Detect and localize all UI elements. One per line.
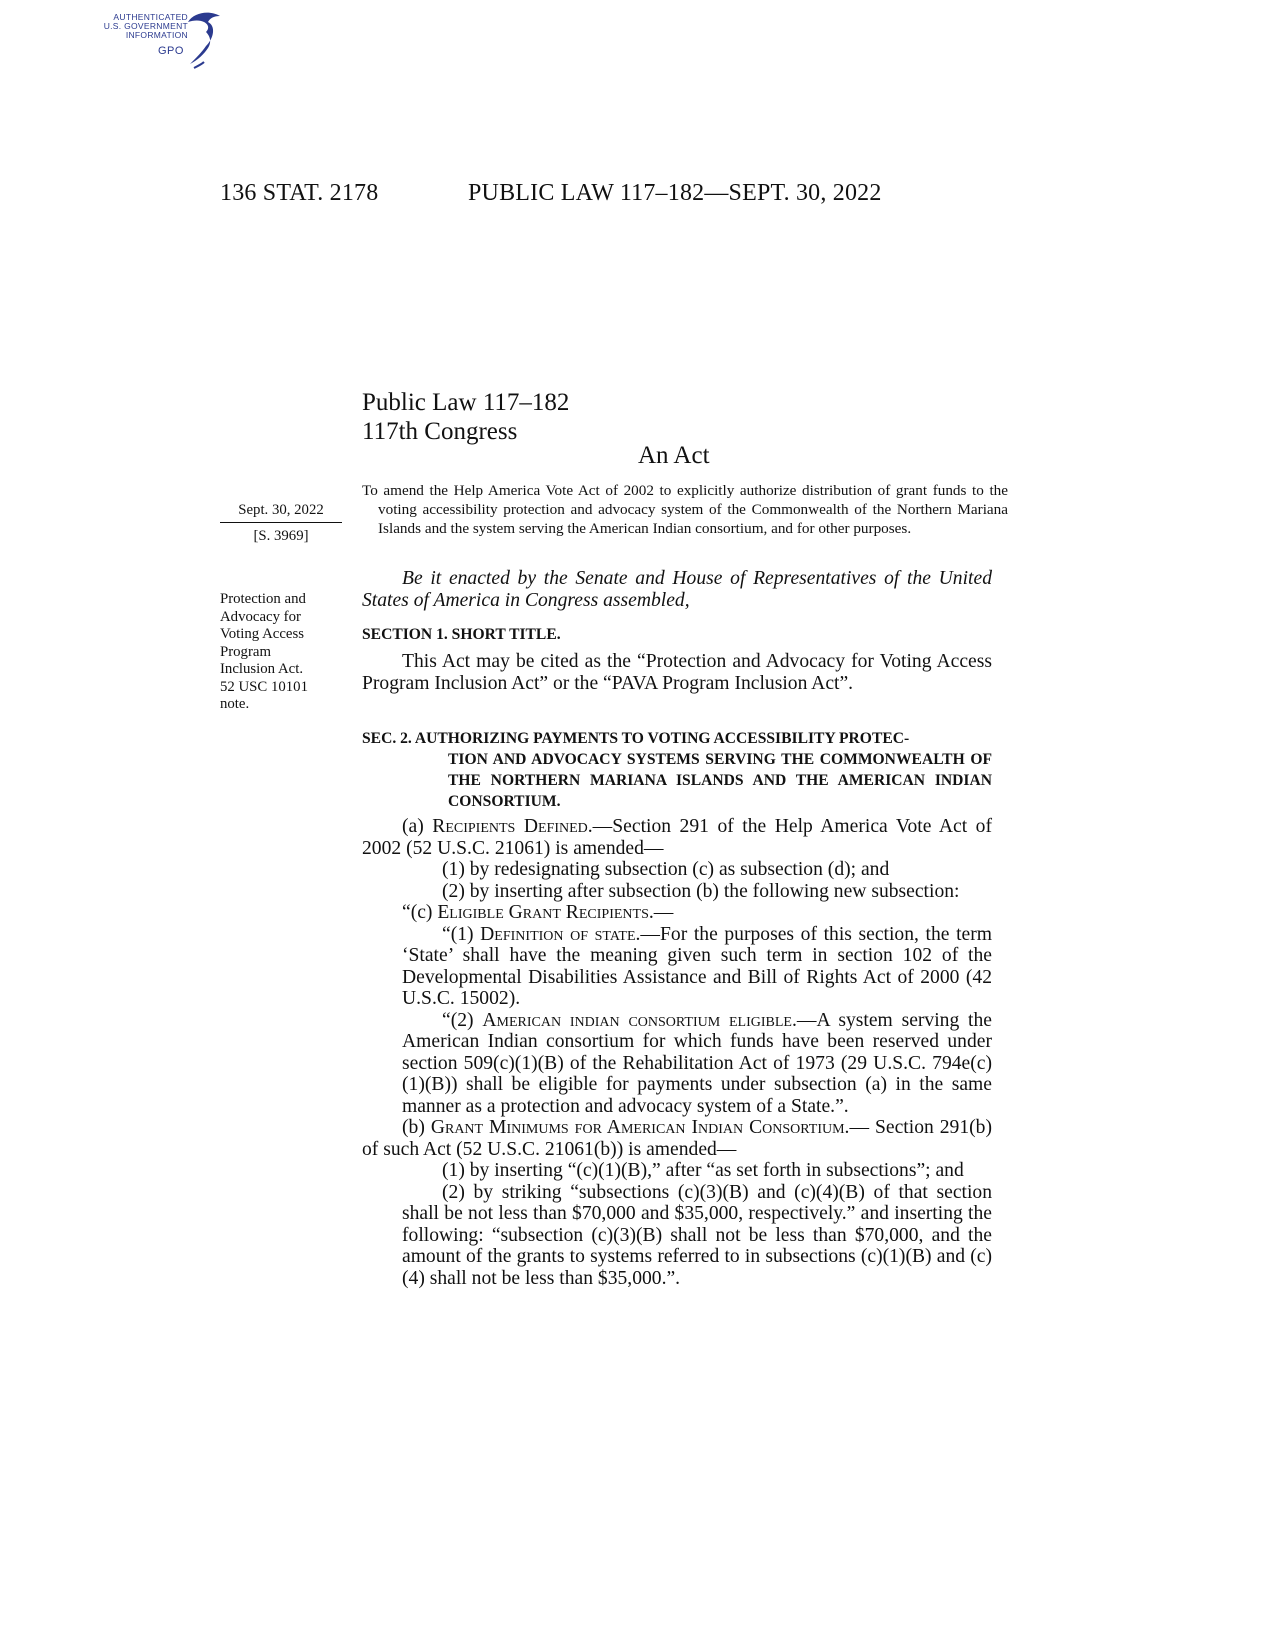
margin-note-line: Program bbox=[220, 643, 271, 660]
approval-date: Sept. 30, 2022 bbox=[238, 502, 324, 518]
gpo-authentication-seal bbox=[96, 10, 226, 72]
margin-note-line: Voting Access bbox=[220, 626, 304, 642]
quoted-subsection-c bbox=[362, 902, 992, 924]
an-act-heading: An Act bbox=[638, 442, 710, 469]
quoted-c2-label: “(2) bbox=[442, 1009, 483, 1031]
quoted-c-label: “(c) bbox=[402, 902, 438, 923]
subsection-a-label: (a) bbox=[402, 816, 433, 837]
margin-note-line: Protection and bbox=[220, 591, 306, 607]
quoted-c1-text: .—For the purposes of this section, the term ‘State’ shall have the meaning given such term in section 102 of the Developmental Disabilities Assistance and Bill of Rights Act of 2000 (42 U.S.C. 15002). bbox=[402, 923, 992, 1009]
running-head-stat: 136 STAT. 2178 bbox=[220, 180, 379, 206]
subsection-a-text: .—Section 291 of the Help America Vote Act of 2002 (52 U.S.C. 21061) is amended— bbox=[362, 816, 992, 859]
quoted-c1-label: “(1) bbox=[442, 923, 481, 945]
subsection-b-label: (b) bbox=[402, 1117, 431, 1138]
subsection-a bbox=[362, 816, 992, 859]
quoted-c1-caption: Definition of state bbox=[480, 923, 636, 945]
subsection-b-caption: Grant Minimums for American Indian Consortium bbox=[430, 1117, 845, 1138]
bill-number: [S. 3969] bbox=[253, 528, 309, 544]
subsection-b-text: .— Section 291(b) of such Act (52 U.S.C. 21061(b)) is amended— bbox=[362, 1117, 992, 1160]
paragraph-b1: (1) by inserting “(c)(1)(B),” after “as set forth in subsections”; and bbox=[442, 1160, 964, 1181]
paragraph-a2: (2) by inserting after subsection (b) the following new subsection: bbox=[442, 880, 960, 902]
margin-note bbox=[220, 591, 338, 714]
quoted-c-caption: Eligible Grant Recipients bbox=[437, 902, 649, 923]
authentication-text bbox=[96, 13, 188, 40]
margin-date-block bbox=[220, 500, 342, 546]
purpose-clause: To amend the Help America Vote Act of 2002 to explicitly authorize distribution of grant funds to the voting accessibility protection and advocacy system of the Commonwealth of the Northern Mariana Islands and the system serving the American Indian consortium, and for other purposes. bbox=[362, 482, 1008, 537]
enacting-clause: Be it enacted by the Senate and House of Representatives of the United States of America in Congress assembled, bbox=[362, 568, 992, 611]
section-2-heading-rest: TION AND ADVOCACY SYSTEMS SERVING THE COMMONWEALTH OF THE NORTHERN MARIANA ISLANDS AND THE AMERICAN INDIAN CONSORTIUM. bbox=[448, 751, 992, 810]
authentication-line: U.S. GOVERNMENT bbox=[103, 21, 188, 31]
eagle-icon bbox=[180, 10, 226, 72]
paragraph-b2: (2) by striking “subsections (c)(3)(B) and (c)(4)(B) of that section shall be not less than $70,000 and $35,000, respectively.” and inserting the following: “subsection (c)(3)(B) shall not be less than $70,000, and the amount of the grants to systems referred to in subsections (c)(1)(B) and (c)(4) shall not be less than $35,000.”. bbox=[402, 1181, 992, 1289]
margin-note-line: Inclusion Act. bbox=[220, 661, 304, 677]
authentication-line: INFORMATION bbox=[125, 30, 188, 40]
gpo-mark: GPO bbox=[158, 45, 184, 57]
margin-note-line: note. bbox=[220, 696, 250, 712]
title-block bbox=[362, 388, 569, 446]
quoted-c2-caption: American indian consortium eligible bbox=[482, 1009, 792, 1031]
running-head-law: PUBLIC LAW 117–182—SEPT. 30, 2022 bbox=[468, 180, 882, 206]
section-2-heading-lead: SEC. 2. AUTHORIZING PAYMENTS TO VOTING ACCESSIBILITY PROTEC- bbox=[362, 730, 910, 747]
margin-note-line: 52 USC 10101 bbox=[220, 678, 308, 695]
quoted-c2-text: .—A system serving the American Indian consortium for which funds have been reserved under section 509(c)(1)(B) of the Rehabilitation Act of 1973 (29 U.S.C. 794e(c)(1)(B)) shall be eligible for payments under subsection (a) in the same manner as a protection and advocacy system of a State.”. bbox=[402, 1009, 992, 1117]
section-1-heading: SECTION 1. SHORT TITLE. bbox=[362, 626, 561, 643]
quoted-c-tail: .— bbox=[648, 902, 674, 923]
section-2-heading bbox=[362, 728, 992, 812]
margin-rule bbox=[220, 522, 342, 523]
margin-note-line: Advocacy for bbox=[220, 608, 301, 625]
paragraph-a1: (1) by redesignating subsection (c) as subsection (d); and bbox=[442, 859, 890, 880]
section-1-text: This Act may be cited as the “Protection and Advocacy for Voting Access Program Inclusion Act” or the “PAVA Program Inclusion Act”. bbox=[362, 651, 992, 694]
subsection-a-caption: Recipients Defined bbox=[432, 816, 588, 837]
quoted-paragraph-c1 bbox=[362, 924, 992, 1010]
section-2-body bbox=[362, 816, 992, 1289]
congress-number: 117th Congress bbox=[362, 418, 518, 445]
public-law-number: Public Law 117–182 bbox=[362, 389, 570, 416]
authentication-line: AUTHENTICATED bbox=[113, 12, 188, 22]
subsection-b bbox=[362, 1117, 992, 1160]
quoted-paragraph-c2 bbox=[362, 1010, 992, 1118]
